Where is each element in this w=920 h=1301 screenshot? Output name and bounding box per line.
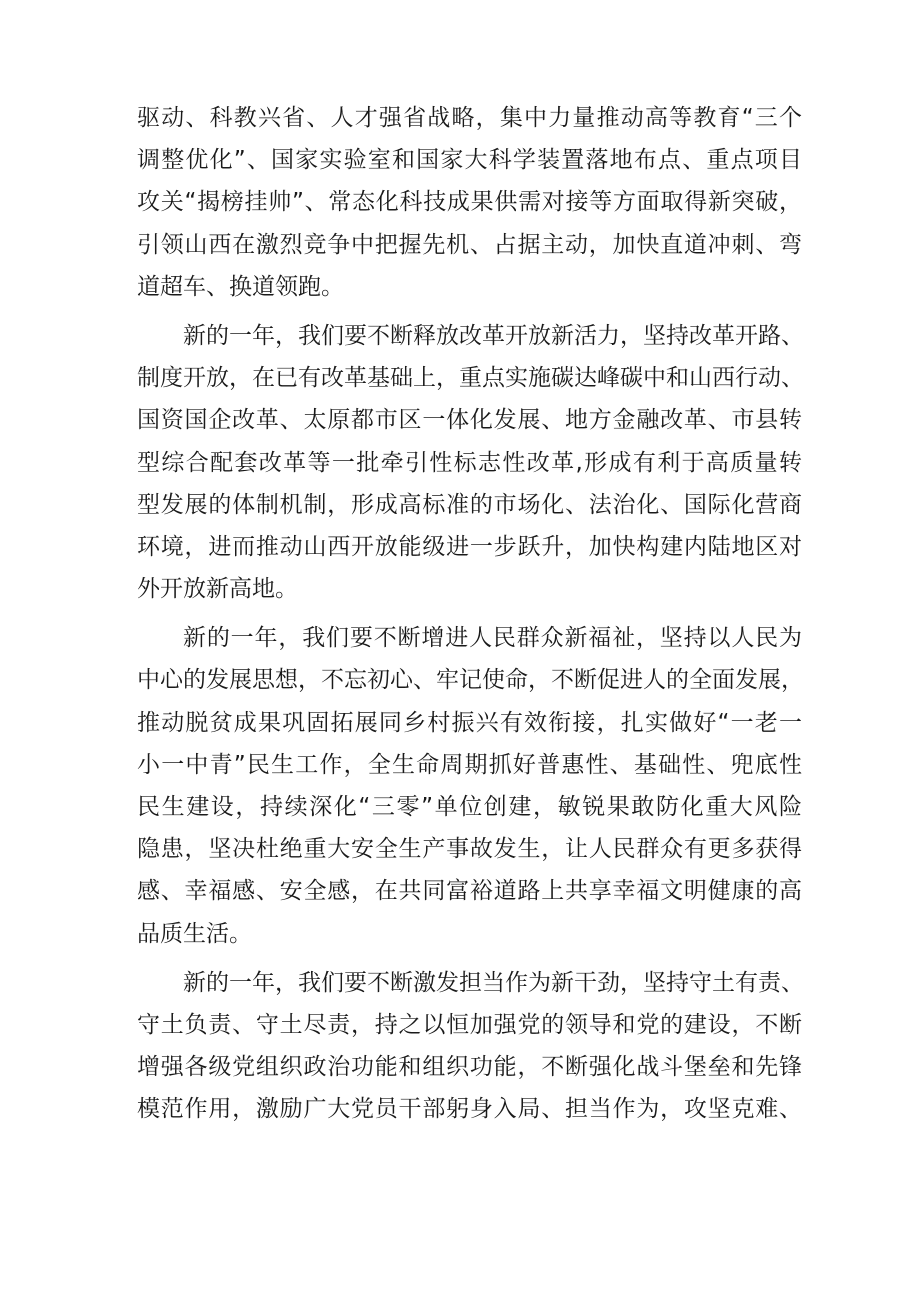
text-line: 新的一年，我们要不断增进人民群众新福祉，坚持以人民为 <box>183 625 802 652</box>
paragraph-2 <box>137 315 802 610</box>
text-line: 中心的发展思想，不忘初心、牢记使命，不断促进人的全面发展， <box>137 667 804 694</box>
text-line: 攻关“揭榜挂帅”、常态化科技成果供需对接等方面取得新突破， <box>137 189 802 216</box>
text-line: 小一中青”民生工作，全生命周期抓好普惠性、基础性、兜底性 <box>137 751 802 778</box>
text-line: 守土负责、守土尽责，持之以恒加强党的领导和党的建设，不断 <box>137 1011 802 1038</box>
paragraph-1 <box>137 97 802 308</box>
text-line: 环境，进而推动山西开放能级进一步跃升，加快构建内陆地区对 <box>137 533 802 560</box>
text-line: 推动脱贫成果巩固拓展同乡村振兴有效衔接，扎实做好“一老一 <box>137 709 802 736</box>
document-body <box>137 97 802 1131</box>
text-line: 型发展的体制机制，形成高标准的市场化、法治化、国际化营商 <box>137 491 802 518</box>
text-line: 民生建设，持续深化“三零”单位创建，敏锐果敢防化重大风险 <box>137 794 802 820</box>
paragraph-spacer <box>137 955 802 962</box>
text-line: 新的一年，我们要不断释放改革开放新活力，坚持改革开路、 <box>183 322 804 349</box>
text-line: 驱动、科教兴省、人才强省战略，集中力量推动高等教育“三个 <box>137 105 802 131</box>
text-line: 增强各级党组织政治功能和组织功能，不断强化战斗堡垒和先锋 <box>137 1054 802 1081</box>
text-line: 隐患，坚决杜绝重大安全生产事故发生，让人民群众有更多获得 <box>137 836 802 863</box>
text-line: 感、幸福感、安全感，在共同富裕道路上共享幸福文明健康的高 <box>137 878 802 905</box>
paragraph-spacer <box>137 610 802 617</box>
text-line: 型综合配套改革等一批牵引性标志性改革,形成有利于高质量转 <box>137 449 802 476</box>
paragraph-spacer <box>137 308 802 315</box>
text-line: 模范作用，激励广大党员干部躬身入局、担当作为，攻坚克难、 <box>137 1096 802 1123</box>
text-line: 道超车、换道领跑。 <box>137 273 344 300</box>
text-line: 调整优化”、国家实验室和国家大科学装置落地布点、重点项目 <box>137 147 802 174</box>
paragraph-3 <box>137 617 802 955</box>
paragraph-4 <box>137 962 802 1131</box>
text-line: 国资国企改革、太原都市区一体化发展、地方金融改革、市县转 <box>137 407 802 434</box>
text-line: 制度开放，在已有改革基础上，重点实施碳达峰碳中和山西行动、 <box>137 365 804 392</box>
text-line: 新的一年，我们要不断激发担当作为新干劲，坚持守土有责、 <box>183 969 804 996</box>
text-line: 引领山西在激烈竞争中把握先机、占据主动，加快直道冲刺、弯 <box>137 231 802 258</box>
text-line: 外开放新高地。 <box>137 576 298 603</box>
text-line: 品质生活。 <box>137 920 252 947</box>
